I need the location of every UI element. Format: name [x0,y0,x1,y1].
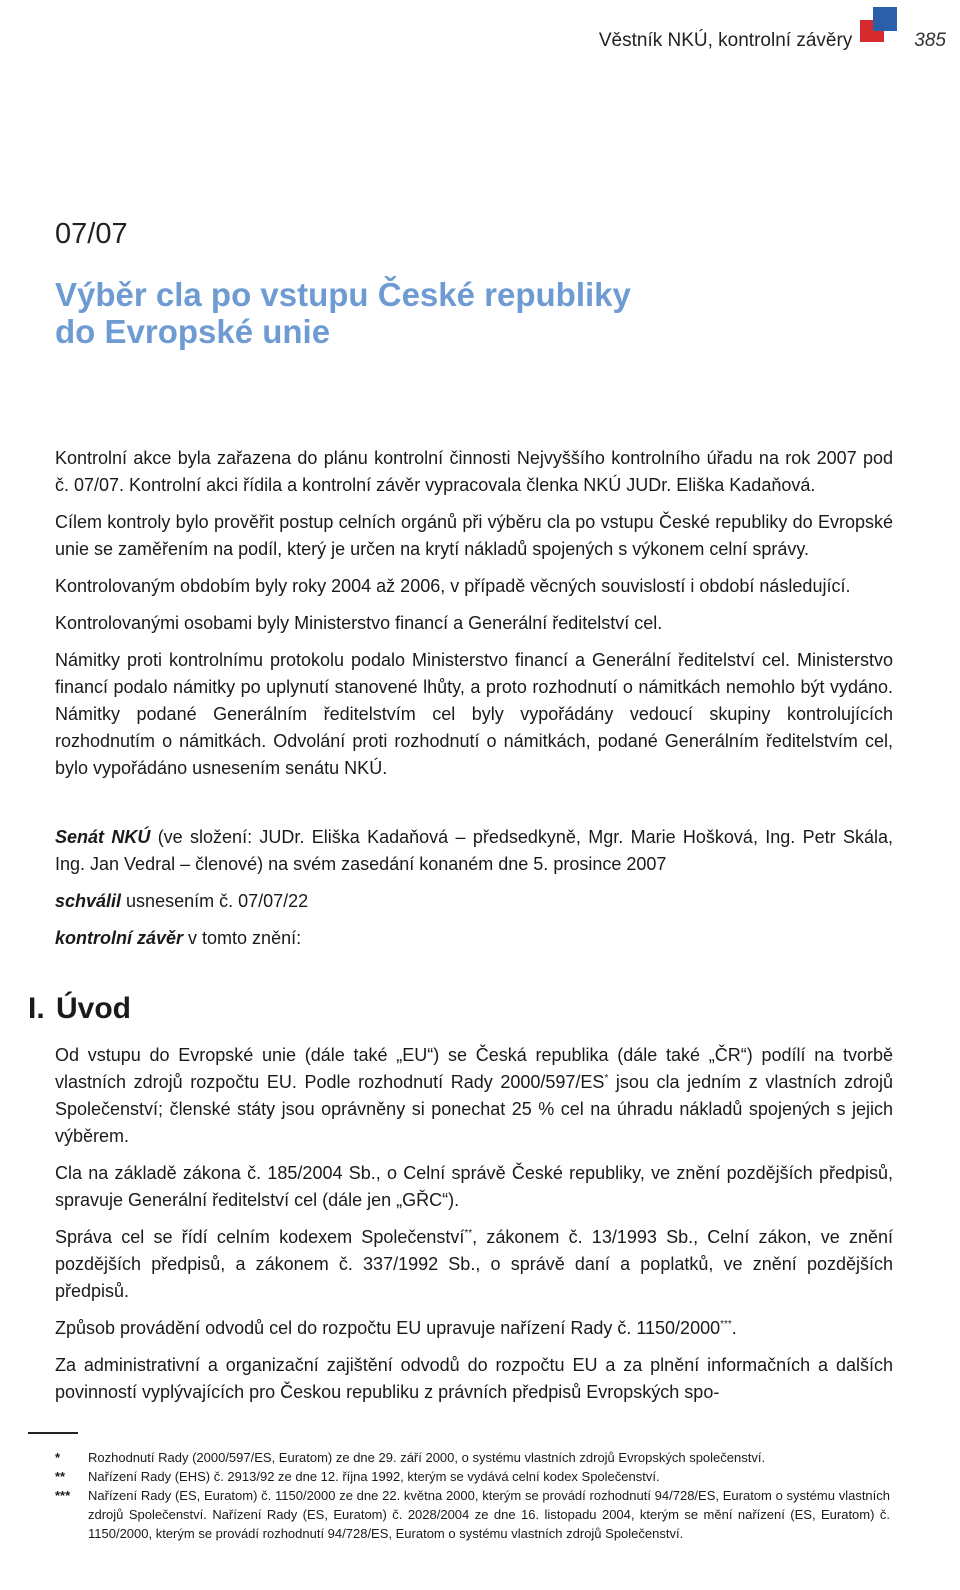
section-body [55,1042,893,1416]
section-paragraph: Cla na základě zákona č. 185/2004 Sb., o Celní správě České republiky, ve znění pozdějších předpisů, spravuje Generální ředitelství cel (dále jen „GŘC“). [55,1163,893,1210]
logo-blue-square [873,7,897,31]
approved-label: schválil [55,891,122,911]
footnote-ref[interactable]: *** [720,1319,732,1330]
approval-line [55,888,893,915]
section-heading [28,992,131,1026]
report-title [55,276,631,350]
footnote [55,1486,890,1543]
intro-paragraph: Kontrolovanými osobami byly Ministerstvo financí a Generální ředitelství cel. [55,613,663,633]
footnote-ref[interactable]: * [604,1073,609,1084]
footnote-divider [28,1432,78,1434]
footnote-text: Nařízení Rady (ES, Euratom) č. 1150/2000 ze dne 22. května 2000, kterým se provádí rozhodnutí 94/728/ES, Euratom o systému vlastních zdrojů Společenství. Nařízení Rady (ES, Euratom) č. 2028/2004 ze dne 16. listopadu 2004, kterým se mění nařízení (ES, Euratom) č. 1150/2000, kterým se provádí rozhodnutí 94/728/ES, Euratom o systému vlastních zdrojů Společenství. [88,1488,890,1541]
section-paragraph: Za administrativní a organizační zajištění odvodů do rozpočtu EU a za plnění informačních a dalších povinností vyplývajících pro Českou republiku z právních předpisů Evropských spo- [55,1355,893,1402]
footnote-text: Rozhodnutí Rady (2000/597/ES, Euratom) ze dne 29. září 2000, o systému vlastních zdrojů Evropských společenství. [88,1450,766,1465]
journal-title: Věstník NKÚ, kontrolní závěry [598,30,853,51]
section-paragraph [55,1042,893,1150]
footnote-mark: * [55,1450,61,1465]
nku-logo-icon [860,7,900,47]
section-numeral: I. [28,992,45,1025]
senat-text: (ve složení: JUDr. Eliška Kadaňová – předsedkyně, Mgr. Marie Hošková, Ing. Petr Skála, Ing. Jan Vedral – členové) na svém zasedání konaném dne 5. prosince 2007 [55,827,894,874]
footnote [55,1467,890,1486]
text-run: , zákonem č. 13/1993 Sb., Celní zákon, ve znění pozdějších předpisů, a zákonem č. 337/1992 Sb., o správě daní a poplatků, ve znění pozdějších předpisů. [55,1227,893,1301]
footnote-text: Nařízení Rady (EHS) č. 2913/92 ze dne 12. října 1992, kterým se vydává celní kodex Společenství. [88,1469,660,1484]
senat-label: Senát NKÚ [55,827,151,847]
footnotes [55,1448,890,1543]
footnote-mark: ** [55,1469,66,1484]
conclusion-line [55,925,893,952]
intro-paragraph: Cílem kontroly bylo prověřit postup celních orgánů při výběru cla po vstupu České republiky do Evropské unie se zaměřením na podíl, který je určen na krytí nákladů spojených s výkonem celní správy. [55,512,893,559]
senat-decision [55,824,893,962]
footnote-mark: *** [55,1488,71,1503]
text-run: . [731,1318,737,1338]
section-title: Úvod [56,992,131,1025]
page-number: 385 [914,30,946,51]
section-paragraph [55,1224,893,1305]
intro-paragraph: Kontrolní akce byla zařazena do plánu kontrolní činnosti Nejvyššího kontrolního úřadu na rok 2007 pod č. 07/07. Kontrolní akci řídila a kontrolní závěr vypracovala členka NKÚ JUDr. Eliška Kadaňová. [55,448,893,495]
text-run: Od vstupu do Evropské unie (dále také „EU“) se Česká republika (dále také „ČR“) podílí na tvorbě vlastních zdrojů rozpočtu EU. Podle rozhodnutí Rady 2000/597/ES [55,1045,893,1092]
conclusion-label: kontrolní závěr [55,928,184,948]
text-run: Správa cel se řídí celním kodexem Společenství [55,1227,465,1247]
report-number: 07/07 [55,218,128,250]
senat-composition [55,824,893,878]
intro-paragraph: Námitky proti kontrolnímu protokolu podalo Ministerstvo financí a Generální ředitelství cel. Ministerstvo financí podalo námitky po uplynutí stanovené lhůty, a proto rozhodnutí o námitkách nemohlo být vydáno. Námitky podané Generálním ředitelstvím cel byly vypořádány vedoucí skupiny kontrolujících rozhodnutím o námitkách. Odvolání proti rozhodnutí o námitkách, podané Generálním ředitelstvím cel, bylo vypořádáno usnesením senátu NKÚ. [55,650,893,778]
text-run: jsou cla jedním z vlastních zdrojů Společenství; členské státy jsou oprávněny si ponechat 25 % cel na úhradu nákladů spojených s jejich výběrem. [55,1072,893,1146]
intro-section [55,445,893,792]
text-run: Způsob provádění odvodů cel do rozpočtu EU upravuje nařízení Rady č. 1150/2000 [55,1318,721,1338]
footnote [55,1448,890,1467]
conclusion-text: v tomto znění: [183,928,302,948]
footnote-ref[interactable]: ** [464,1228,473,1239]
report-title-line-2: do Evropské unie [55,313,331,350]
report-title-line-1: Výběr cla po vstupu České republiky [55,276,631,313]
intro-paragraph: Kontrolovaným obdobím byly roky 2004 až 2006, v případě věcných souvislostí i období následující. [55,576,851,596]
approved-text: usnesením č. 07/07/22 [121,891,309,911]
section-paragraph [55,1315,893,1342]
